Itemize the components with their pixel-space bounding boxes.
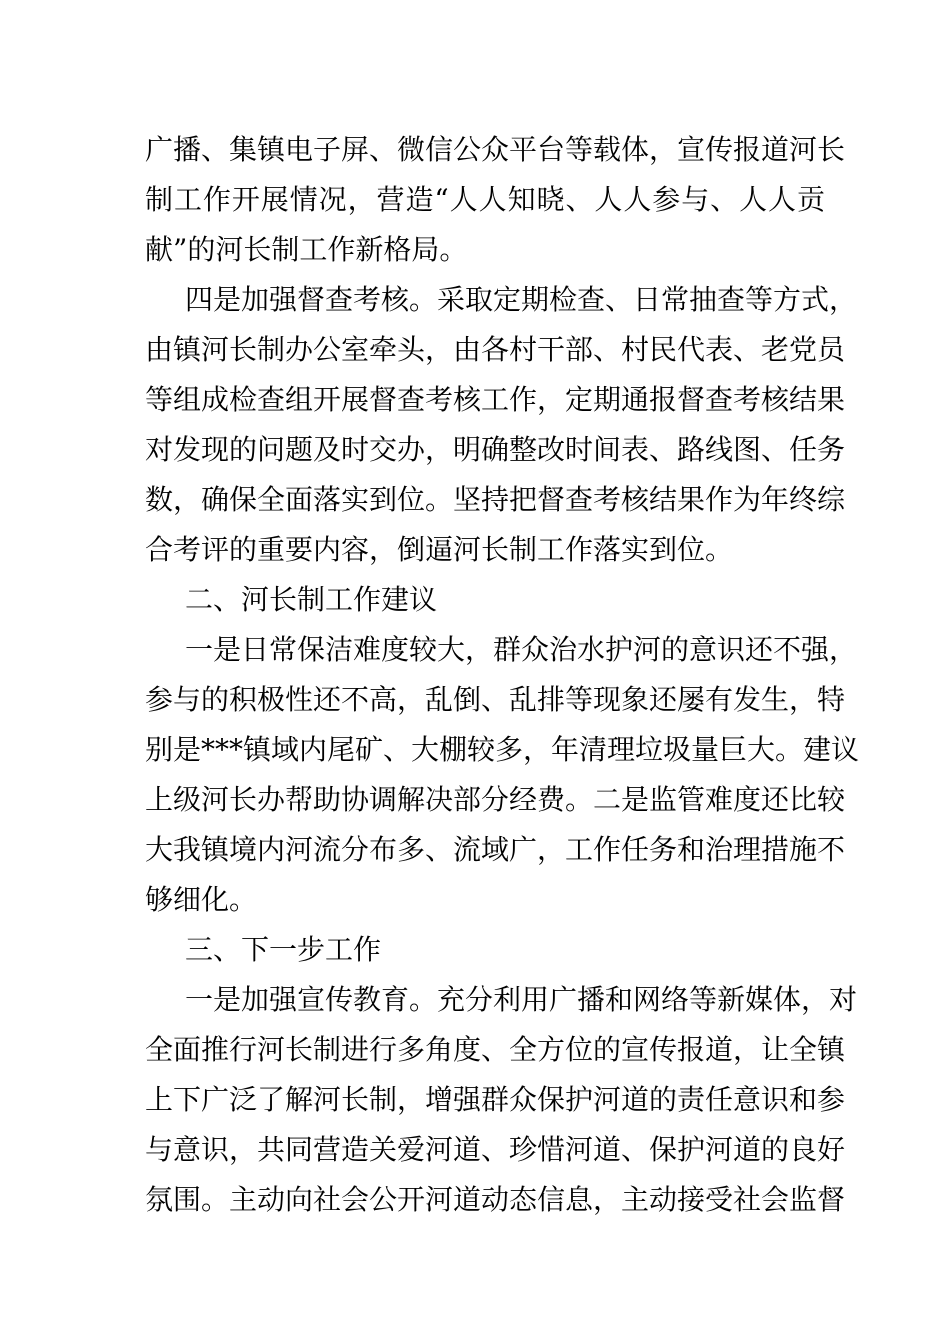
text-line: 氛围。主动向社会公开河道动态信息，主动接受社会监督 <box>145 1183 846 1216</box>
text-line: 对发现的问题及时交办，明确整改时间表、路线图、任务 <box>145 433 846 466</box>
text-line: 够细化。 <box>145 883 258 916</box>
text-line: 别是***镇域内尾矿、大棚较多，年清理垃圾量巨大。建议 <box>145 733 860 766</box>
text-line: 上级河长办帮助协调解决部分经费。二是监管难度还比较 <box>145 783 846 816</box>
text-line: 上下广泛了解河长制，增强群众保护河道的责任意识和参 <box>145 1083 846 1116</box>
paragraph-start-line: 四是加强督查考核。采取定期检查、日常抽查等方式， <box>185 283 858 316</box>
text-line: 制工作开展情况，营造“人人知晓、人人参与、人人贡 <box>145 183 825 216</box>
text-line: 数，确保全面落实到位。坚持把督查考核结果作为年终综 <box>145 483 846 516</box>
text-line: 合考评的重要内容，倒逼河长制工作落实到位。 <box>145 533 734 566</box>
text-line: 由镇河长制办公室牵头，由各村干部、村民代表、老党员 <box>145 333 846 366</box>
section-heading: 三、下一步工作 <box>185 933 382 966</box>
text-line: 参与的积极性还不高，乱倒、乱排等现象还屡有发生，特 <box>145 683 846 716</box>
text-line: 大我镇境内河流分布多、流域广，工作任务和治理措施不 <box>145 833 846 866</box>
paragraph-start-line: 一是加强宣传教育。充分利用广播和网络等新媒体，对 <box>185 983 858 1016</box>
text-line: 与意识，共同营造关爱河道、珍惜河道、保护河道的良好 <box>145 1133 846 1166</box>
text-line: 献”的河长制工作新格局。 <box>145 233 468 266</box>
section-heading: 二、河长制工作建议 <box>185 583 438 616</box>
paragraph-start-line: 一是日常保洁难度较大，群众治水护河的意识还不强， <box>185 633 858 666</box>
text-line: 全面推行河长制进行多角度、全方位的宣传报道，让全镇 <box>145 1033 846 1066</box>
text-line: 等组成检查组开展督查考核工作，定期通报督查考核结果 <box>145 383 846 416</box>
text-line: 广播、集镇电子屏、微信公众平台等载体，宣传报道河长 <box>145 133 846 166</box>
